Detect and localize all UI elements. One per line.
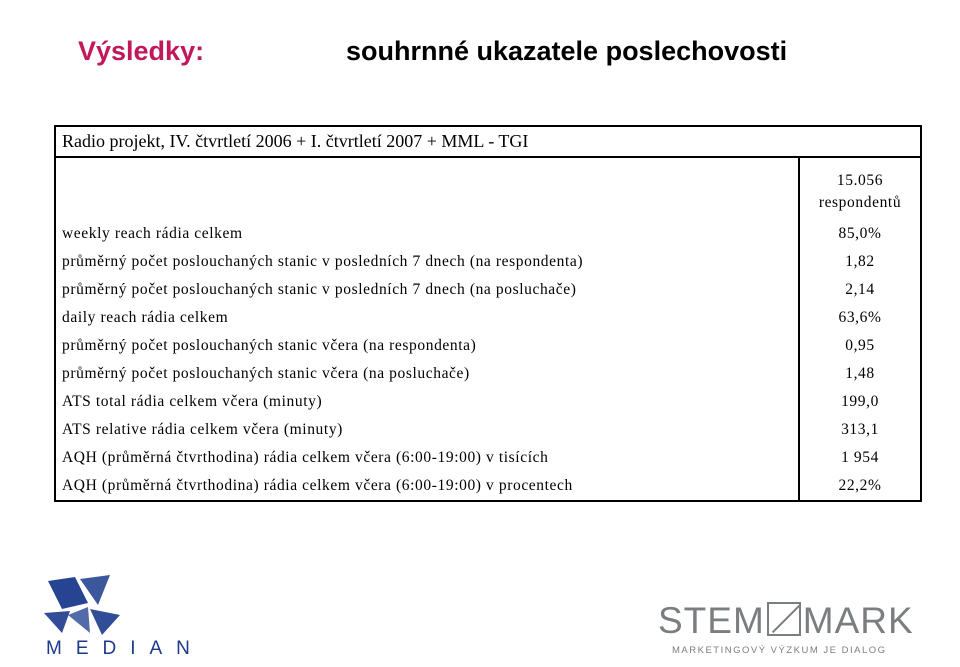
table-row: [55, 276, 921, 304]
row-label: průměrný počet poslouchaných stanic včera (na posluchače): [62, 365, 470, 382]
row-label: weekly reach rádia celkem: [62, 225, 243, 242]
table-caption: Radio projekt, IV. čtvrtletí 2006 + I. čtvrtletí 2007 + MML - TGI: [55, 126, 921, 157]
table-row: [55, 472, 921, 501]
stem-tagline: MARKETINGOVÝ VÝZKUM JE DIALOG: [672, 645, 887, 656]
table-row: [55, 220, 921, 248]
table-row: [55, 304, 921, 332]
row-label: ATS total rádia celkem včera (minuty): [62, 393, 323, 410]
row-value: 0,95: [799, 332, 921, 360]
row-value: 85,0%: [799, 220, 921, 248]
title-main: souhrnné ukazatele poslechovosti: [346, 36, 788, 66]
stem-mark-wordmark: [658, 600, 914, 642]
row-value: 199,0: [799, 388, 921, 416]
table-row: [55, 248, 921, 276]
table-row: [55, 388, 921, 416]
table-row: [55, 360, 921, 388]
table-row: [55, 444, 921, 472]
row-label: daily reach rádia celkem: [62, 309, 229, 326]
header-empty-cell: [55, 157, 799, 220]
stem-wordmark-right: MARK: [802, 600, 914, 641]
sample-unit: respondentů: [818, 194, 902, 211]
row-value: 313,1: [799, 416, 921, 444]
results-table: [54, 125, 922, 502]
table-row: [55, 416, 921, 444]
sample-size-cell: [799, 157, 921, 220]
slide-title: [78, 36, 938, 76]
title-prefix: Výsledky:: [78, 36, 205, 66]
stem-slash-icon: [767, 602, 801, 636]
row-value: 1,82: [799, 248, 921, 276]
table-row: [55, 332, 921, 360]
row-value: 1 954: [799, 444, 921, 472]
row-value: 1,48: [799, 360, 921, 388]
median-wordmark: MEDIAN: [46, 638, 204, 659]
row-value: 2,14: [799, 276, 921, 304]
row-label: AQH (průměrná čtvrthodina) rádia celkem včera (6:00-19:00) v procentech: [62, 477, 573, 494]
row-label: průměrný počet poslouchaných stanic v posledních 7 dnech (na posluchače): [62, 281, 577, 298]
row-value: 63,6%: [799, 304, 921, 332]
row-label: průměrný počet poslouchaných stanic včera (na respondenta): [62, 337, 477, 354]
sample-size: 15.056: [836, 172, 884, 189]
row-label: AQH (průměrná čtvrthodina) rádia celkem včera (6:00-19:00) v tisících: [62, 449, 549, 466]
row-value: 22,2%: [799, 472, 921, 501]
row-label: ATS relative rádia celkem včera (minuty): [62, 421, 343, 438]
stem-wordmark-left: STEM: [658, 600, 765, 641]
row-label: průměrný počet poslouchaných stanic v posledních 7 dnech (na respondenta): [62, 253, 584, 270]
table-header-row: [55, 157, 921, 220]
table-caption-row: [55, 126, 921, 157]
